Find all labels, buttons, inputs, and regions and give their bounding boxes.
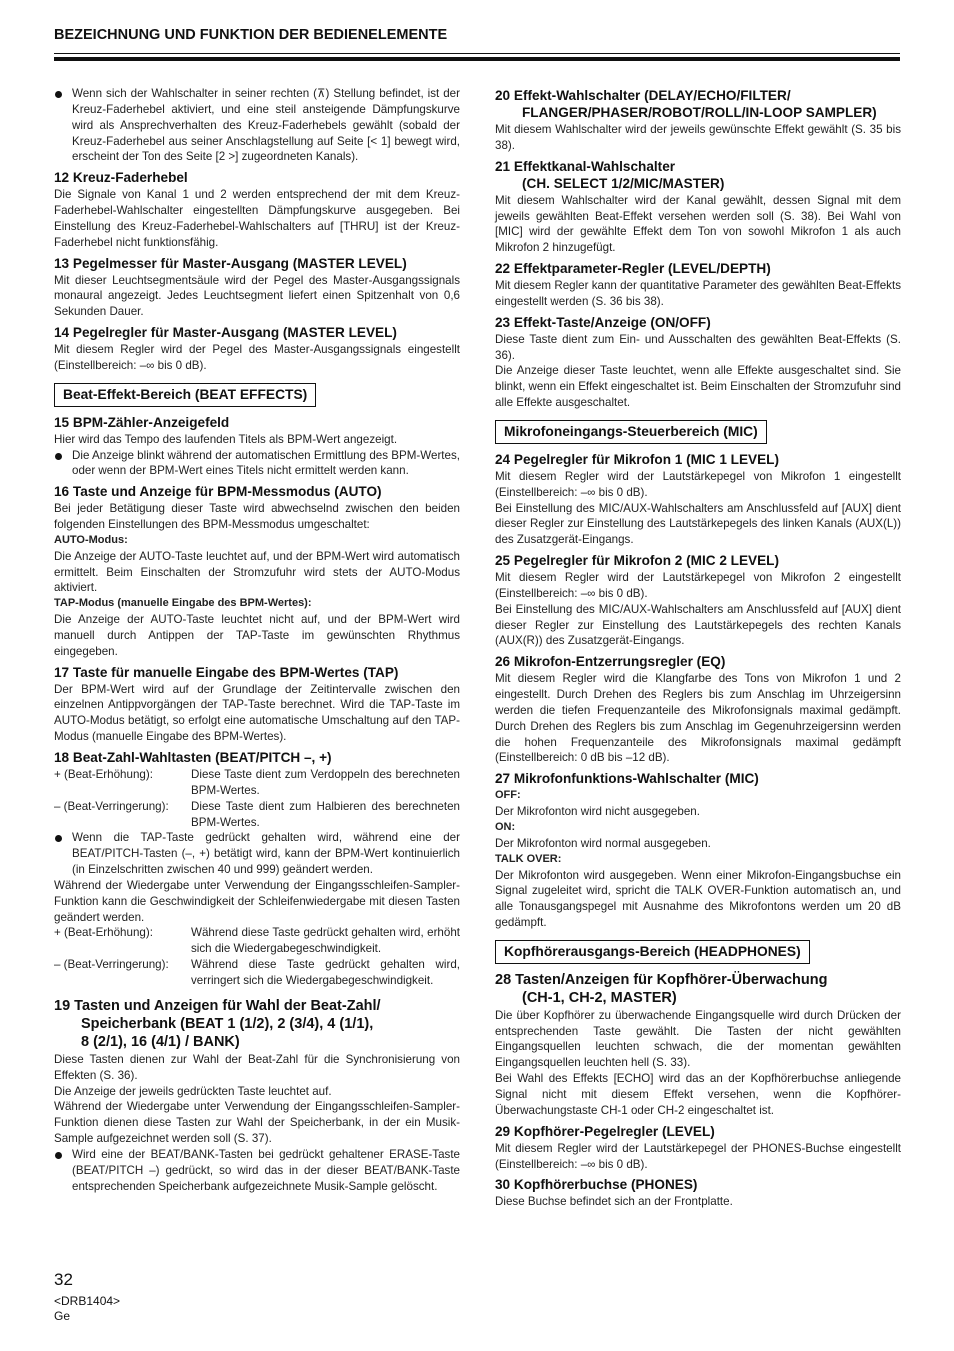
paragraph: Bei Wahl des Effekts [ECHO] wird das an der Kopfhörerbuchse anliegende Signal nicht mit diesem Effekt versehen, wenn die Kopfhörer-Überwachungstaste CH-1 oder CH-2 eingeschaltet ist. bbox=[495, 1072, 901, 1117]
heading-19-line2: Speicherbank (BEAT 1 (1/2), 2 (3/4), 4 (1/1), bbox=[81, 1015, 374, 1032]
paragraph: Der Mikrofonton wird normal ausgegeben. bbox=[495, 836, 711, 850]
heading-29: 29 Kopfhörer-Pegelregler (LEVEL) bbox=[495, 1123, 715, 1139]
heading-19-line1: 19 Tasten und Anzeigen für Wahl der Beat-Zahl/ bbox=[54, 997, 381, 1014]
definition-row bbox=[54, 957, 460, 989]
section-box-headphones: Kopfhörerausgangs-Bereich (HEADPHONES) bbox=[495, 940, 810, 964]
document-code bbox=[54, 1294, 120, 1324]
definition-desc: Während diese Taste gedrückt gehalten wird, verringert sich die Wiedergabegeschwindigkeit. bbox=[191, 958, 460, 987]
paragraph: Diese Tasten dienen zur Wahl der Beat-Zahl für die Synchronisierung von Effekten (S. 36). bbox=[54, 1052, 460, 1082]
heading-13: 13 Pegelmesser für Master-Ausgang (MASTER LEVEL) bbox=[54, 255, 407, 271]
bullet-text: Wenn die TAP-Taste gedrückt gehalten wird, während eine der BEAT/PITCH-Tasten (–, +) betätigt wird, kann der BPM-Wert kontinuierlich (in Einzelschritten zwischen 40 und 999) geändert werden. bbox=[72, 831, 460, 877]
paragraph: Bei Einstellung des MIC/AUX-Wahlschalters am Anschlussfeld auf [AUX] dient dieser Regler zur Einstellung des Lautstärkepegels des linken Kanals (AUX(L)) des Zusatzgerät-Eingangs. bbox=[495, 501, 901, 547]
paragraph: Mit diesem Regler wird der Lautstärkepegel von Mikrofon 2 eingestellt (Einstellbereich: –∞ bis 0 dB). bbox=[495, 571, 901, 600]
paragraph: Die Anzeige der AUTO-Taste leuchtet nicht auf, und der BPM-Wert wird manuell durch Antippen der TAP-Taste im gewünschten Rhythmus eingegeben. bbox=[54, 613, 460, 658]
paragraph: Mit dieser Leuchtsegmentsäule wird der Pegel des Master-Ausgangssignals monaural angezeigt. Jedes Leuchtsegment liefert einen Spitzenhalt von 0,6 Sekunden Dauer. bbox=[54, 273, 460, 319]
definition-term: – (Beat-Verringerung): bbox=[54, 799, 169, 813]
heading-14: 14 Pegelregler für Master-Ausgang (MASTER LEVEL) bbox=[54, 325, 397, 341]
bullet-icon bbox=[55, 835, 62, 842]
paragraph: Mit diesem Regler wird der Pegel des Master-Ausgangssignals eingestellt (Einstellbereich: –∞ bis 0 dB). bbox=[54, 343, 460, 372]
definition-desc: Während diese Taste gedrückt gehalten wird, erhöht sich die Wiedergabegeschwindigkeit. bbox=[191, 926, 460, 956]
subheading: OFF: bbox=[495, 789, 521, 802]
heading-22: 22 Effektparameter-Regler (LEVEL/DEPTH) bbox=[495, 261, 771, 277]
definition-desc: Diese Taste dient zum Verdoppeln des berechneten BPM-Wertes. bbox=[191, 768, 460, 797]
bullet-item bbox=[54, 86, 460, 165]
subheading: TAP-Modus (manuelle Eingabe des BPM-Wertes): bbox=[54, 597, 312, 610]
bullet-text: Die Anzeige blinkt während der automatischen Ermittlung des BPM-Wertes, oder wenn der BPM-Wert eines Titels nicht ermittelt werden kann. bbox=[72, 448, 460, 478]
heading-12: 12 Kreuz-Faderhebel bbox=[54, 170, 188, 186]
subheading: AUTO-Modus: bbox=[54, 533, 128, 546]
paragraph: Während der Wiedergabe unter Verwendung der Eingangsschleifen-Sampler-Funktion dienen diese Tasten zur Wahl der Speicherbank, in der ein Musik-Sample aufgezeichnet werden soll (S. 37). bbox=[54, 1100, 460, 1146]
heading-18: 18 Beat-Zahl-Wahltasten (BEAT/PITCH –, +) bbox=[54, 750, 332, 765]
paragraph: Bei Einstellung des MIC/AUX-Wahlschalters am Anschlussfeld auf [AUX] dient dieser Regler zur Einstellung des Lautstärkepegels des rechten Kanals (AUX(R)) des Zusatzgerät-Eingangs. bbox=[495, 602, 901, 648]
heading-16: 16 Taste und Anzeige für BPM-Messmodus (AUTO) bbox=[54, 484, 382, 500]
page-header: BEZEICHNUNG UND FUNKTION DER BEDIENELEMENTE bbox=[54, 27, 448, 43]
heading-26: 26 Mikrofon-Entzerrungsregler (EQ) bbox=[495, 654, 726, 670]
bullet-item bbox=[54, 1147, 460, 1195]
definition-term: + (Beat-Erhöhung): bbox=[54, 926, 153, 940]
definition-term: + (Beat-Erhöhung): bbox=[54, 768, 153, 781]
language-code: Ge bbox=[54, 1309, 71, 1323]
definition-row bbox=[54, 799, 460, 831]
heading-24: 24 Pegelregler für Mikrofon 1 (MIC 1 LEVEL) bbox=[495, 451, 780, 467]
paragraph: Mit diesem Regler wird der Lautstärkepegel der PHONES-Buchse eingestellt (Einstellbereich: –∞ bis 0 dB). bbox=[495, 1141, 901, 1171]
paragraph: Die Anzeige der AUTO-Taste leuchtet auf, und der BPM-Wert wird automatisch ermittelt. Beim Einschalten der Stromzufuhr wird stets der AUTO-Modus aktiviert. bbox=[54, 549, 460, 595]
heading-28-line2: (CH-1, CH-2, MASTER) bbox=[522, 989, 677, 1006]
paragraph: Der BPM-Wert wird auf der Grundlage der Zeitintervalle zwischen den einzelnen Antippvorgängen der TAP-Taste berechnet. Wird die TAP-Taste im AUTO-Modus betätigt, so erfolgt eine automatische Umschaltung auf den TAP-Modus (manuelle Eingabe des BPM-Wertes). bbox=[54, 682, 460, 744]
paragraph: Der Mikrofonton wird nicht ausgegeben. bbox=[495, 805, 700, 819]
header-rule-thin bbox=[54, 53, 900, 54]
paragraph: Die über Kopfhörer zu überwachende Eingangsquelle wird durch Drücken der entsprechenden Taste gewählt. Die Tasten der nicht gewählten Eingangsquellen leuchten schwach, die der momentan gewählten Eingangsquellen leuchten hell (S. 33). bbox=[495, 1008, 901, 1070]
page-number: 32 bbox=[54, 1270, 73, 1289]
subheading: TALK OVER: bbox=[495, 852, 562, 865]
heading-17: 17 Taste für manuelle Eingabe des BPM-Wertes (TAP) bbox=[54, 664, 399, 680]
definition-desc: Diese Taste dient zum Halbieren des berechneten BPM-Wertes. bbox=[191, 799, 460, 829]
paragraph: Mit diesem Wahlschalter wird der Kanal gewählt, dessen Signal mit dem jeweils gewählten Beat-Effekt versehen werden soll (S. 38). Bei Wahl von [MIC] wird der gewählte Effekt dem Ton von sowohl Mikrofon 1 als auch Mikrofon 2 hinzugefügt. bbox=[495, 193, 901, 255]
right-column bbox=[495, 86, 901, 1210]
bullet-icon bbox=[55, 453, 62, 460]
definition-row bbox=[54, 925, 460, 957]
heading-25: 25 Pegelregler für Mikrofon 2 (MIC 2 LEVEL) bbox=[495, 553, 780, 569]
heading-23: 23 Effekt-Taste/Anzeige (ON/OFF) bbox=[495, 314, 711, 330]
paragraph: Der Mikrofonton wird ausgegeben. Wenn einer Mikrofon-Eingangsbuchse ein Signal zugeleitet wird, spricht die TALK OVER-Funktion automatisch an, und alle Tonausgangspegel mit Ausnahme des Mikrofontons werden um 20 dB gedämpft. bbox=[495, 868, 901, 930]
bullet-item bbox=[54, 448, 460, 480]
paragraph: Diese Buchse befindet sich an der Frontplatte. bbox=[495, 1195, 733, 1209]
paragraph: Mit diesem Regler wird die Klangfarbe des Tons von Mikrofon 1 und 2 eingestellt. Durch Drehen des Reglers bis zum Anschlag im Uhrzeigersinn werden die tiefen Frequenzanteile des Mikrofonsignals maximal gedämpft. Durch Drehen des Reglers bis zum Anschlag im Gegenuhrzeigersinn werden die hohen Frequenzanteile des Mikrofonsignals maximal gedämpft (Einstellbereich: 0 dB bis –12 dB). bbox=[495, 672, 901, 765]
paragraph: Mit diesem Regler kann der quantitative Parameter des gewählten Beat-Effekts eingestellt werden (S. 36 bis 38). bbox=[495, 279, 901, 308]
subheading: ON: bbox=[495, 821, 516, 833]
definition-row bbox=[54, 767, 460, 799]
heading-27: 27 Mikrofonfunktions-Wahlschalter (MIC) bbox=[495, 771, 759, 787]
paragraph: Hier wird das Tempo des laufenden Titels als BPM-Wert angezeigt. bbox=[54, 432, 398, 446]
heading-15: 15 BPM-Zähler-Anzeigefeld bbox=[54, 414, 230, 430]
heading-20-line1: 20 Effekt-Wahlschalter (DELAY/ECHO/FILTER/ bbox=[495, 88, 791, 103]
bullet-icon bbox=[55, 1152, 62, 1159]
header-rule bbox=[54, 57, 900, 61]
definition-term: – (Beat-Verringerung): bbox=[54, 958, 169, 972]
heading-20-line2: FLANGER/PHASER/ROBOT/ROLL/IN-LOOP SAMPLER) bbox=[522, 105, 877, 120]
paragraph: Mit diesem Wahlschalter wird der jeweils gewünschte Effekt gewählt (S. 35 bis 38). bbox=[495, 123, 901, 152]
bullet-icon bbox=[55, 91, 62, 98]
paragraph: Die Anzeige der jeweils gedrückten Taste leuchtet auf. bbox=[54, 1084, 332, 1098]
paragraph: Die Anzeige dieser Taste leuchtet, wenn alle Effekte ausgeschaltet sind. Sie blinkt, wenn ein Effekt eingeschaltet ist. Beim Einschalten der Stromzufuhr sind alle Effekte ausgeschaltet. bbox=[495, 364, 901, 410]
paragraph: Mit diesem Regler wird der Lautstärkepegel von Mikrofon 1 eingestellt (Einstellbereich: –∞ bis 0 dB). bbox=[495, 469, 901, 499]
paragraph: Während der Wiedergabe unter Verwendung der Eingangsschleifen-Sampler-Funktion kann die Geschwindigkeit der Schleifenwiedergabe mit diesen Tasten geändert werden. bbox=[54, 878, 460, 924]
paragraph: Die Signale von Kanal 1 und 2 werden entsprechend der mit dem Kreuz-Faderhebel-Wahlschalter eingestellten Dämpfungskurve ausgegeben. Bei Einstellung des Kreuz-Faderhebel-Wahlschalters auf [THRU] ist der Kreuz-Faderhebel nicht funktionsfähig. bbox=[54, 188, 460, 249]
section-box-beat-effects: Beat-Effekt-Bereich (BEAT EFFECTS) bbox=[54, 383, 316, 407]
paragraph: Bei jeder Betätigung dieser Taste wird abwechselnd zwischen den beiden folgenden Einstellungen des BPM-Messmodus umgeschaltet: bbox=[54, 502, 460, 532]
left-column bbox=[54, 86, 460, 1194]
heading-28-line1: 28 Tasten/Anzeigen für Kopfhörer-Überwachung bbox=[495, 971, 828, 988]
section-box-mic: Mikrofoneingangs-Steuerbereich (MIC) bbox=[495, 420, 767, 444]
heading-30: 30 Kopfhörerbuchse (PHONES) bbox=[495, 1177, 698, 1193]
paragraph: Diese Taste dient zum Ein- und Ausschalten des gewählten Beat-Effekts (S. 36). bbox=[495, 332, 901, 362]
doc-code: <DRB1404> bbox=[54, 1294, 121, 1308]
bullet-text: Wird eine der BEAT/BANK-Tasten bei gedrückt gehaltener ERASE-Taste (BEAT/PITCH –) gedrückt, so wird das in der dieser BEAT/BANK-Taste entsprechenden Speicherbank aufgezeichnete Musik-Sample gelöscht. bbox=[72, 1147, 460, 1193]
heading-21-line2: (CH. SELECT 1/2/MIC/MASTER) bbox=[522, 175, 725, 191]
bullet-item bbox=[54, 830, 460, 878]
heading-21-line1: 21 Effektkanal-Wahlschalter bbox=[495, 158, 676, 174]
bullet-text: Wenn sich der Wahlschalter in seiner rechten (⊼) Stellung befindet, ist der Kreuz-Faderhebel aktiviert, und eine steil ansteigende Dämpfungskurve wird als Ansprechverhalten des Kreuz-Faderhebels gewählt (sobald der Kreuz-Faderhebel aus seiner Anschlagstellung auf Seite [< 1] bewegt wird, erscheint der Ton des Seite [2 >] zugeordneten Kanals). bbox=[72, 87, 460, 164]
heading-19-line3: 8 (2/1), 16 (4/1) / BANK) bbox=[81, 1033, 240, 1050]
